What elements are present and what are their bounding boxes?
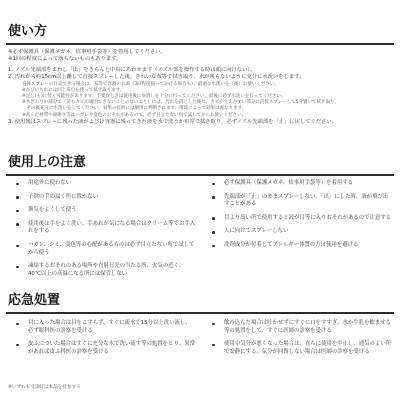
firstaid-section xyxy=(0,293,400,362)
usage-note: ※必ず保護具（保護メガネ、炊事用手袋等）を着用してください。 xyxy=(8,49,166,55)
precaution-item: 洗剤成分が付着してアレルギー体質の方は使用を避ける xyxy=(204,242,392,250)
usage-step: 2. 汚れから約15cm以上離して直接スプレーした後、きれいな布等で拭き取り、水が残らないように充分に水洗いをします。 xyxy=(8,74,305,81)
bullet-dot-icon xyxy=(16,344,19,347)
usage-step: 3. 使用後はスプレーに残った液がよびけ容器に残ってきた液を水で洗うか布等で拭き取り、必ずノズル先端部を「止」に戻してください。 xyxy=(8,118,338,125)
firstaid-item: 皮ふについた場合はすぐに充分な水で洗い流す等の処置をとり、異常があれば皮ふ科医の診察を受ける xyxy=(8,341,196,356)
precaution-item: 先端部が「止」のままスプレーしない。「出」にした時、液が飛び出すことがある xyxy=(204,194,392,209)
firstaid-item: 飲み込んだ場合は吐かせずにすぐに口をすすぎ、水か牛乳を飲ませる等の処置をして、すぐに医師の診察を受ける xyxy=(204,320,392,335)
precaution-item: 必ず保護具（保護メガネ、炊事用手袋等）を着用する xyxy=(204,180,392,188)
precaution-item: 使用後は手をよく洗い、手あれが気になる場合はクリーム等でお手入れをする xyxy=(8,221,196,236)
firstaid-columns xyxy=(0,314,400,362)
firstaid-right-column xyxy=(196,320,392,362)
usage-substep: その後充分に水洗いをしてください。効果の持続には個別に判断されます。環境によって効果は異なります。 xyxy=(22,106,247,112)
firstaid-item: 目に入った場合は目をこすらず、すぐに流水で15分以上洗い流し、必ず眼科医の診察を受ける xyxy=(8,320,196,335)
precaution-item: 目より高い所で使用すると液が目等に入りおそれがあるので注意する xyxy=(204,215,392,223)
precaution-item: 凍結するおそれのある場所や直射日光の当たる所、火気の近く、40℃以上の高温になる所には保管しない xyxy=(8,263,196,278)
firstaid-title: 応急処置 xyxy=(8,293,61,308)
bullet-dot-icon xyxy=(212,344,215,347)
usage-section xyxy=(0,24,400,126)
bullet-dot-icon xyxy=(16,223,19,226)
bullet-dot-icon xyxy=(212,217,215,220)
bullet-dot-icon xyxy=(212,231,215,234)
precautions-section xyxy=(0,155,400,284)
precautions-left-column xyxy=(8,180,196,284)
bullet-dot-icon xyxy=(16,183,19,186)
bullet-dot-icon xyxy=(16,245,19,248)
usage-substep: ※かびいちれには同じ布巾を使って拭き取ります。 xyxy=(22,87,125,93)
precautions-title: 使用上の注意 xyxy=(8,155,87,170)
bullet-dot-icon xyxy=(16,210,19,213)
bullet-dot-icon xyxy=(212,245,215,248)
precaution-item: 子供の手の届く所に置かない xyxy=(8,194,196,202)
bullet-dot-icon xyxy=(16,323,19,326)
precautions-right-column xyxy=(196,180,392,284)
usage-title: 使い方 xyxy=(8,24,48,39)
usage-substep: ※足し(も)に付く可能性があります、不要なときは使用後にゆ消しを十分に行ってください。最後に必ず水洗いを行ってください。 xyxy=(22,94,286,100)
bullet-dot-icon xyxy=(16,196,19,199)
usage-substep: ※高んだ材質や歯磨き等はハガレや変色のおそれがあるので、必ず目立たない所で試してからお使いください。 xyxy=(22,112,247,118)
usage-substep: 直接スプレーの目安できる場合は、布等で容器のお湯（3回程度振ってかける場合も）、最適な水洗いを（後）お使いください。 xyxy=(22,81,279,87)
precautions-columns xyxy=(0,176,400,284)
usage-note: ※1回の程度によって落ちないものもあります。 xyxy=(8,56,122,63)
bullet-dot-icon xyxy=(212,323,215,326)
usage-substep: ※水ぎわりの部分で（前もカビが頑固できないことのないこと）には、汚れを落とした後に、カビが生えかすい部分に直接スプレーして5分置いて拭き取り、 xyxy=(22,100,339,106)
bullet-dot-icon xyxy=(16,266,19,269)
precaution-item: 人に向けてスプレーしない xyxy=(204,228,392,236)
usage-step: 1. ノズル先端部をまわし「出」をきちんと中央にあわせます（ノズル部を操作する時は顔に向けない）。 xyxy=(8,66,256,73)
precaution-item: 用途外に使わない xyxy=(8,180,196,188)
precaution-item: 換気をよくして使う xyxy=(8,207,196,215)
bullet-dot-icon xyxy=(212,196,215,199)
precaution-item: ハガレ、シミ、変色等の心配があるものは必ず目立たない所で試してから使う xyxy=(8,242,196,257)
usage-body xyxy=(0,45,400,126)
bullet-dot-icon xyxy=(212,183,215,186)
firstaid-left-column xyxy=(8,320,196,362)
footer-note: ※いずれも受診時は本品を持参する xyxy=(8,385,81,390)
firstaid-item: 使用中気分が悪くなった場合は、直ちに使用を中止し、通気のよい所で安静にする。気分が回復しない場合は医師の診察を受ける xyxy=(204,341,392,356)
